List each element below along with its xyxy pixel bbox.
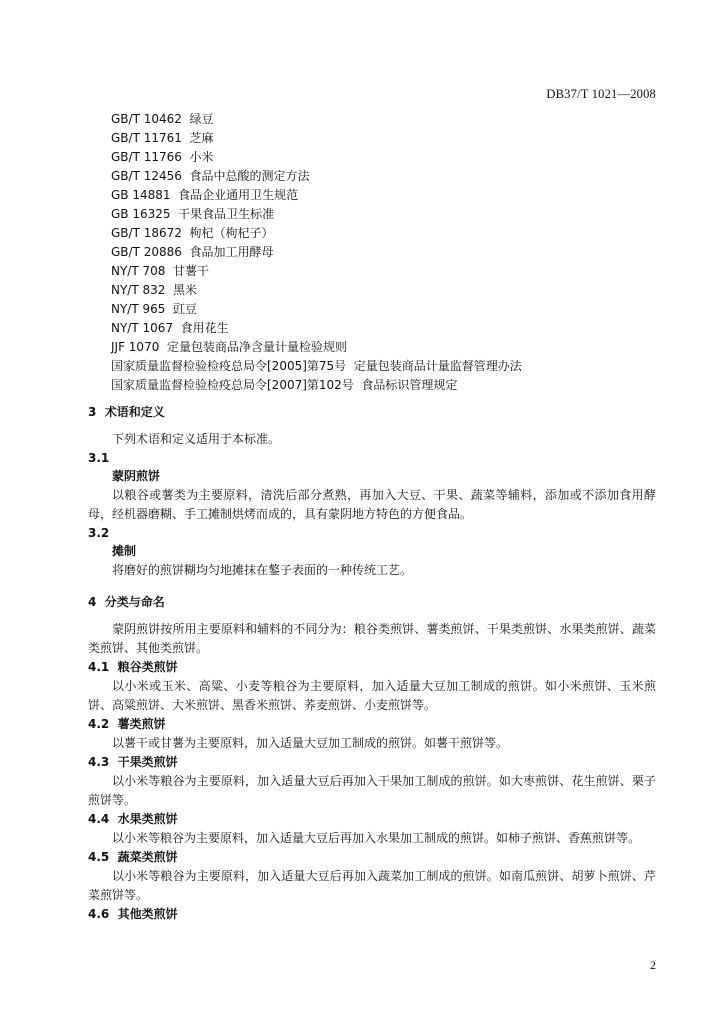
term-3-2-number: 3.2	[88, 526, 110, 540]
subsection-4-4-title: 4.4 水果类煎饼	[88, 812, 178, 826]
subsection-4-2-title: 4.2 薯类煎饼	[88, 717, 166, 731]
reference-item: GB 14881 食品企业通用卫生规范	[111, 188, 299, 202]
document-code: DB37/T 1021—2008	[546, 87, 656, 101]
normative-references-list	[111, 110, 522, 395]
reference-item: GB/T 20886 食品加工用酵母	[111, 245, 274, 259]
term-3-1-number: 3.1	[88, 451, 110, 465]
reference-item: 国家质量监督检验检疫总局令[2005]第75号 定量包装商品计量监督管理办法	[111, 359, 522, 373]
reference-item: GB 16325 干果食品卫生标准	[111, 207, 275, 221]
term-3-2-name: 摊制	[112, 544, 137, 558]
page-number: 2	[650, 958, 656, 972]
subsection-4-5-text: 以小米等粮谷为主要原料，加入适量大豆后再加入蔬菜加工制成的煎饼。如南瓜煎饼、胡萝卜煎饼、芹菜煎饼等。	[88, 869, 656, 902]
reference-item: NY/T 1067 食用花生	[111, 321, 229, 335]
subsection-4-2-text: 以薯干或甘薯为主要原料，加入适量大豆加工制成的煎饼。如薯干煎饼等。	[112, 736, 509, 750]
reference-item: GB/T 11761 芝麻	[111, 131, 214, 145]
term-3-2-definition: 将磨好的煎饼糊均匀地摊抹在鏊子表面的一种传统工艺。	[112, 563, 413, 577]
term-3-1-name: 蒙阴煎饼	[112, 469, 161, 483]
subsection-4-1-title: 4.1 粮谷类煎饼	[88, 660, 178, 674]
subsection-4-1-text: 以小米或玉米、高粱、小麦等粮谷为主要原料，加入适量大豆加工制成的煎饼。如小米煎饼、玉米煎饼、高粱煎饼、大米煎饼、黑香米煎饼、荞麦煎饼、小麦煎饼等。	[88, 679, 656, 712]
section-4-heading: 4 分类与命名	[88, 595, 165, 609]
reference-item: GB/T 12456 食品中总酸的测定方法	[111, 169, 310, 183]
section-3-intro: 下列术语和定义适用于本标准。	[112, 432, 281, 446]
subsection-4-3-title: 4.3 干果类煎饼	[88, 755, 178, 769]
reference-item: GB/T 18672 枸杞（枸杞子）	[111, 226, 274, 240]
section-3-heading: 3 术语和定义	[88, 405, 165, 419]
subsection-4-4-text: 以小米等粮谷为主要原料，加入适量大豆后再加入水果加工制成的煎饼。如柿子煎饼、香蕉煎饼等。	[112, 831, 641, 845]
subsection-4-5-title: 4.5 蔬菜类煎饼	[88, 850, 178, 864]
document-body	[88, 402, 656, 924]
reference-item: NY/T 965 豇豆	[111, 302, 198, 316]
reference-item: NY/T 708 甘薯干	[111, 264, 210, 278]
subsection-4-6-title: 4.6 其他类煎饼	[88, 907, 178, 921]
section-4-intro: 蒙阴煎饼按所用主要原料和辅料的不同分为：粮谷类煎饼、薯类煎饼、干果类煎饼、水果类煎饼、蔬菜类煎饼、其他类煎饼。	[88, 622, 656, 655]
reference-item: GB/T 10462 绿豆	[111, 112, 214, 126]
term-3-1-definition: 以粮谷或薯类为主要原料，清洗后部分煮熟，再加入大豆、干果、蔬菜等辅料，添加或不添加食用酵母，经机器磨糊、手工摊制烘烤而成的，具有蒙阴地方特色的方便食品。	[88, 488, 656, 521]
reference-item: JJF 1070 定量包装商品净含量计量检验规则	[111, 340, 347, 354]
reference-item: 国家质量监督检验检疫总局令[2007]第102号 食品标识管理规定	[111, 378, 458, 392]
reference-item: GB/T 11766 小米	[111, 150, 214, 164]
reference-item: NY/T 832 黑米	[111, 283, 198, 297]
subsection-4-3-text: 以小米等粮谷为主要原料，加入适量大豆后再加入干果加工制成的煎饼。如大枣煎饼、花生煎饼、栗子煎饼等。	[88, 774, 656, 807]
